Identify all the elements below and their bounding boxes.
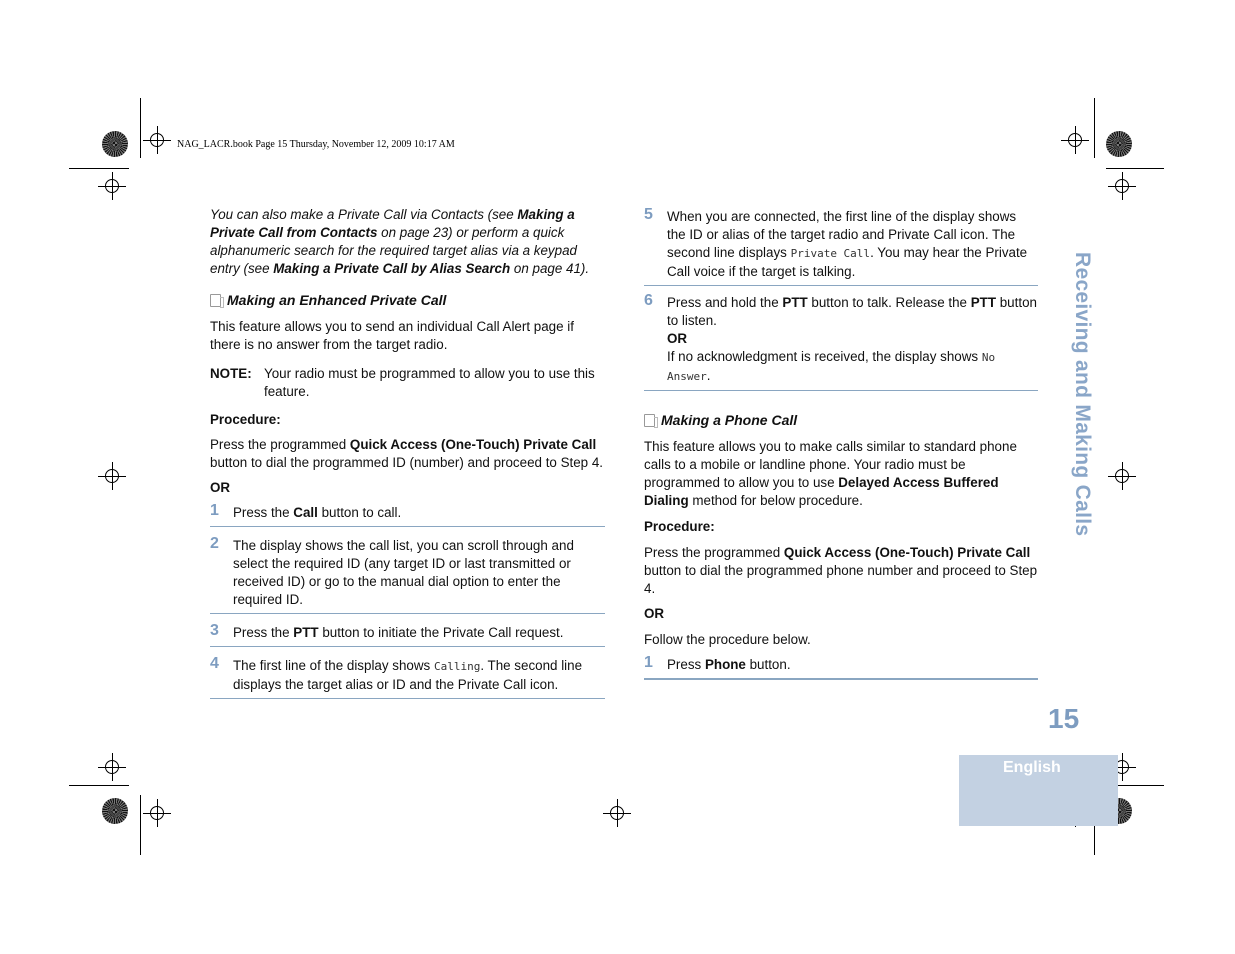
crop-mark — [69, 785, 129, 786]
procedure-text: Press the programmed Quick Access (One-Touch) Private Call button to dial the programmed phone number and proceed to Step 4. — [644, 545, 1038, 596]
step-item: 1 Press Phone button. — [644, 656, 1038, 680]
section-heading: Making a Phone Call — [644, 411, 1038, 429]
right-column — [644, 208, 1038, 686]
or-label: OR — [667, 331, 688, 346]
step-item: 4 The first line of the display shows Calling. The second line displays the target alias or ID and the Private Call icon. — [210, 657, 605, 699]
registration-mark-icon — [1068, 133, 1082, 147]
intro-paragraph: You can also make a Private Call via Contacts (see Making a Private Call from Contacts on page 23) or perform a quick alphanumeric search for the required target alias via a keypad entry (see Making a Private Call by Alias Search on page 41). — [210, 207, 590, 276]
crop-mark — [140, 98, 141, 158]
book-header: NAG_LACR.book Page 15 Thursday, November 12, 2009 10:17 AM — [177, 139, 455, 150]
step-number: 1 — [644, 654, 653, 671]
step-number: 6 — [644, 292, 653, 309]
section-description: This feature allows you to send an individual Call Alert page if there is no answer from the target radio. — [210, 319, 574, 352]
step-item: 1 Press the Call button to call. — [210, 504, 605, 527]
crop-mark — [1094, 98, 1095, 158]
note-text: Your radio must be programmed to allow you to use this feature. — [264, 366, 595, 399]
step-list — [210, 504, 605, 699]
or-label: OR — [644, 606, 665, 621]
registration-mark-icon — [105, 469, 119, 483]
crop-mark — [140, 795, 141, 855]
step-item: 6 Press and hold the PTT button to talk. Release the PTT button to listen. OR If no acknowledgment is received, the display shows No Answer. — [644, 294, 1038, 391]
or-label: OR — [210, 480, 231, 495]
registration-mark-icon — [150, 133, 164, 147]
step-item: 3 Press the PTT button to initiate the Private Call request. — [210, 624, 605, 647]
contacts-link: Making a Private Call from Contacts — [210, 207, 575, 240]
procedure-text: Press the programmed Quick Access (One-Touch) Private Call button to dial the programmed ID (number) and proceed to Step 4. — [210, 437, 604, 470]
registration-sunburst-icon — [102, 131, 128, 157]
language-label: English — [1003, 759, 1061, 776]
procedure-label: Procedure: — [210, 412, 281, 427]
document-icon — [210, 294, 221, 307]
step-number: 5 — [644, 206, 653, 223]
registration-mark-icon — [105, 179, 119, 193]
note — [210, 365, 605, 401]
chapter-title: Receiving and Making Calls — [1071, 252, 1094, 537]
follow-text: Follow the procedure below. — [644, 632, 811, 647]
left-column — [210, 206, 605, 705]
crop-mark — [1106, 168, 1164, 169]
registration-mark-icon — [610, 806, 624, 820]
alias-search-link: Making a Private Call by Alias Search — [273, 261, 511, 276]
registration-mark-icon — [1115, 469, 1129, 483]
step-number: 2 — [210, 535, 219, 552]
crop-mark — [69, 168, 129, 169]
registration-mark-icon — [105, 760, 119, 774]
section-heading: Making an Enhanced Private Call — [210, 291, 605, 309]
registration-mark-icon — [150, 806, 164, 820]
step-item: 2 The display shows the call list, you can scroll through and select the required ID (any target ID or last transmitted or received ID) or go to the manual dial option to enter the required ID. — [210, 537, 605, 614]
procedure-label: Procedure: — [644, 519, 715, 534]
language-tab — [959, 755, 1118, 826]
registration-sunburst-icon — [1106, 131, 1132, 157]
step-number: 3 — [210, 622, 219, 639]
registration-mark-icon — [1115, 179, 1129, 193]
step-item: 5 When you are connected, the first line of the display shows the ID or alias of the target radio and Private Call icon. The second line displays Private Call. You may hear the Private Call voice if the target is talking. — [644, 208, 1038, 286]
step-number: 4 — [210, 655, 219, 672]
note-label: NOTE: — [210, 366, 252, 381]
document-icon — [644, 414, 655, 427]
registration-sunburst-icon — [102, 798, 128, 824]
section-description: This feature allows you to make calls similar to standard phone calls to a mobile or landline phone. Your radio must be programmed to allow you to use Delayed Access Buffered Dialing method for below procedure. — [644, 439, 1017, 508]
page-number: 15 — [1048, 703, 1080, 734]
step-number: 1 — [210, 502, 219, 519]
